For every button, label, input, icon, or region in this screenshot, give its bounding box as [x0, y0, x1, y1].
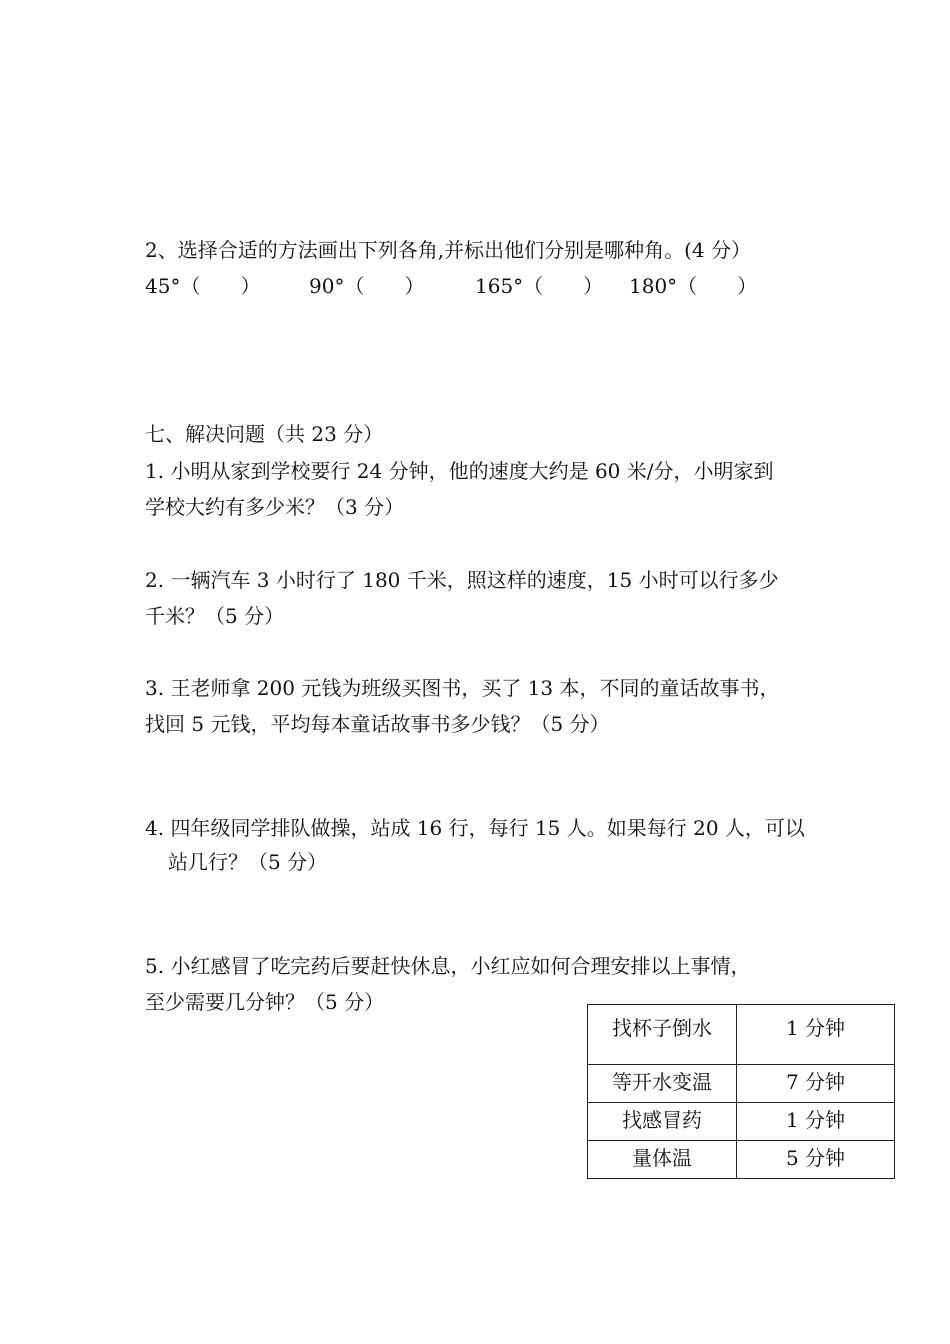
- problem-2-line-2: 千米？（5 分）: [145, 604, 285, 628]
- question-6-2-text: 2、选择合适的方法画出下列各角,并标出他们分别是哪种角。(4 分）: [145, 238, 751, 262]
- table-row: [588, 1005, 895, 1065]
- problem-3-line-1: 3. 王老师拿 200 元钱为班级买图书，买了 13 本，不同的童话故事书，: [145, 676, 780, 700]
- task-time-table: [587, 1004, 895, 1179]
- section-7-heading: 七、解决问题（共 23 分）: [145, 422, 384, 446]
- task-cell: 量体温: [588, 1141, 737, 1179]
- angle-165: 165°（ ）: [475, 274, 604, 298]
- task-cell: 找杯子倒水: [588, 1005, 737, 1065]
- angle-180: 180°（ ）: [629, 274, 758, 298]
- problem-4-line-1: 4. 四年级同学排队做操，站成 16 行，每行 15 人。如果每行 20 人，可以: [145, 816, 805, 840]
- angle-45: 45°（ ）: [145, 274, 261, 298]
- problem-3-line-2: 找回 5 元钱，平均每本童话故事书多少钱？（5 分）: [145, 712, 610, 736]
- problem-2-line-1: 2. 一辆汽车 3 小时行了 180 千米，照这样的速度，15 小时可以行多少: [145, 568, 779, 592]
- time-cell: 1 分钟: [737, 1005, 895, 1065]
- time-cell: 1 分钟: [737, 1103, 895, 1141]
- problem-1-line-1: 1. 小明从家到学校要行 24 分钟，他的速度大约是 60 米/分，小明家到: [145, 459, 774, 483]
- problem-4-line-2: 站几行？（5 分）: [168, 850, 328, 874]
- time-cell: 7 分钟: [737, 1065, 895, 1103]
- table-row: [588, 1065, 895, 1103]
- problem-5-line-1: 5. 小红感冒了吃完药后要赶快休息，小红应如何合理安排以上事情，: [145, 954, 751, 978]
- problem-5-line-2: 至少需要几分钟？（5 分）: [145, 990, 385, 1014]
- angle-90: 90°（ ）: [309, 274, 425, 298]
- table-row: [588, 1141, 895, 1179]
- time-cell: 5 分钟: [737, 1141, 895, 1179]
- problem-1-line-2: 学校大约有多少米？（3 分）: [145, 495, 405, 519]
- table-row: [588, 1103, 895, 1141]
- task-cell: 等开水变温: [588, 1065, 737, 1103]
- task-cell: 找感冒药: [588, 1103, 737, 1141]
